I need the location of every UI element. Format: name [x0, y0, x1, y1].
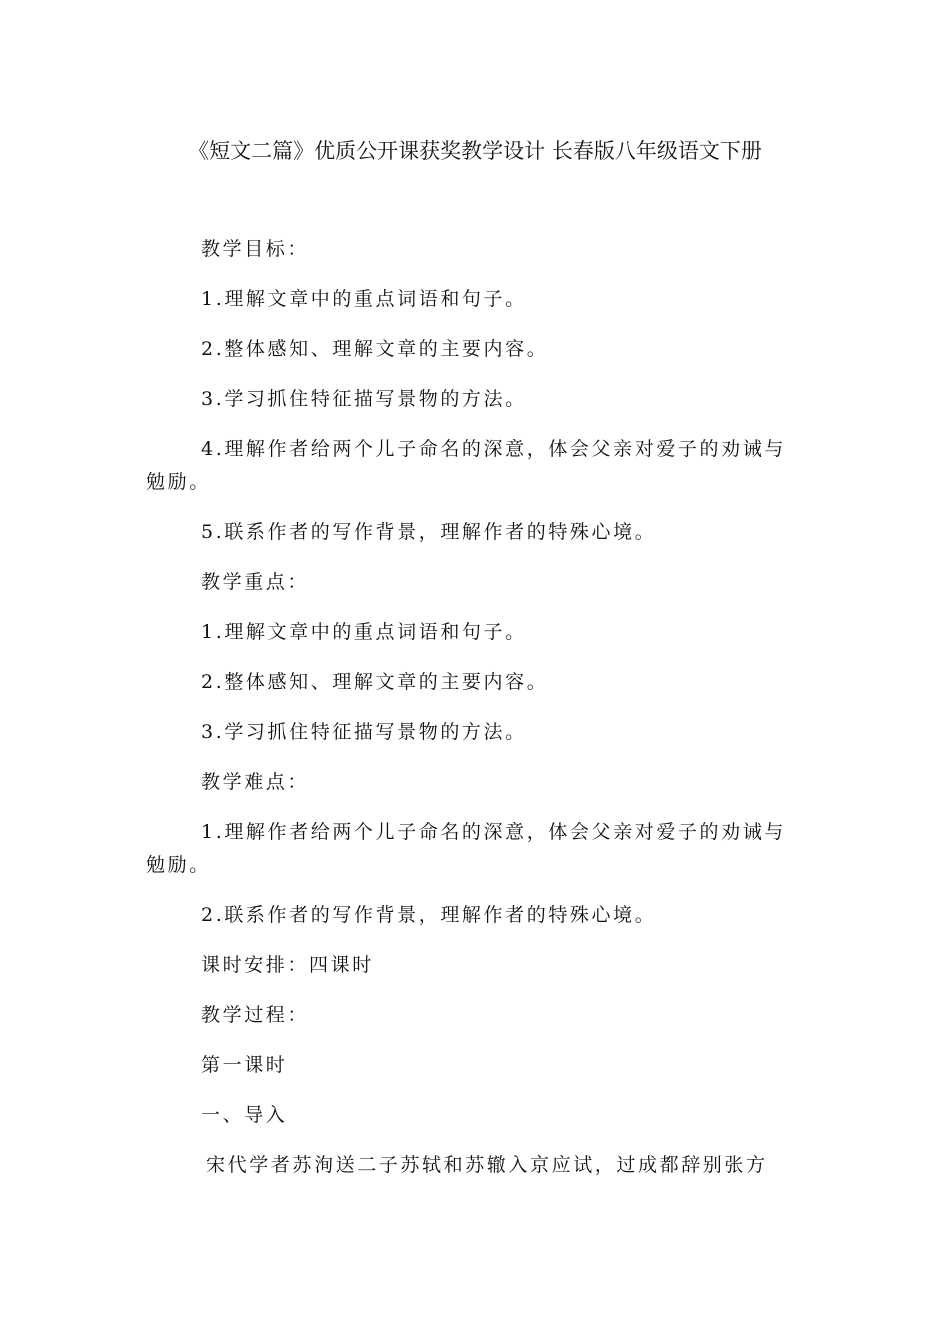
intro-paragraph: 宋代学者苏洵送二子苏轼和苏辙入京应试，过成都辞别张方 [206, 1154, 768, 1176]
heading-key-points: 教学重点： [201, 571, 310, 593]
lesson-heading: 第一课时 [201, 1054, 288, 1076]
goal-item: 4.理解作者给两个儿子命名的深意，体会父亲对爱子的劝诫与 [201, 438, 786, 460]
heading-difficulties: 教学难点： [201, 771, 310, 793]
goal-item-continuation: 勉励。 [146, 471, 211, 493]
section-heading-intro: 一、导入 [201, 1104, 288, 1126]
heading-teaching-process: 教学过程： [201, 1004, 310, 1026]
key-point-item: 3.学习抓住特征描写景物的方法。 [201, 721, 527, 743]
key-point-item: 2.整体感知、理解文章的主要内容。 [201, 671, 549, 693]
difficulty-item-continuation: 勉励。 [146, 854, 211, 876]
document-title: 《短文二篇》优质公开课获奖教学设计 长春版八年级语文下册 [188, 139, 762, 163]
difficulty-item: 2.联系作者的写作背景，理解作者的特殊心境。 [201, 904, 657, 926]
document-body [146, 233, 806, 1199]
goal-item: 3.学习抓住特征描写景物的方法。 [201, 388, 527, 410]
difficulty-item: 1.理解作者给两个儿子命名的深意，体会父亲对爱子的劝诫与 [201, 821, 786, 843]
goal-item: 5.联系作者的写作背景，理解作者的特殊心境。 [201, 521, 657, 543]
key-point-item: 1.理解文章中的重点词语和句子。 [201, 621, 527, 643]
goal-item: 2.整体感知、理解文章的主要内容。 [201, 338, 549, 360]
goal-item: 1.理解文章中的重点词语和句子。 [201, 288, 527, 310]
class-schedule: 课时安排：四课时 [201, 954, 374, 976]
heading-teaching-goals: 教学目标： [201, 238, 310, 260]
